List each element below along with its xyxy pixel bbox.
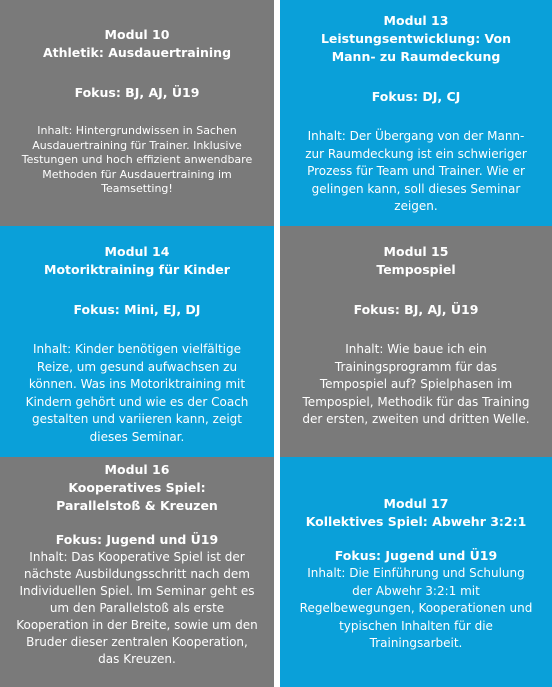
module-focus: Fokus: BJ, AJ, Ü19	[353, 302, 479, 317]
module-content: Inhalt: Kinder benötigen vielfältige Reize, um gesund aufwachsen zu können. Was ins Motoriktraining mit Kindern gehört und wie es der Coach gestalten und variieren kann, zeigt dieses Seminar.	[25, 342, 249, 444]
module-focus: Fokus: DJ, CJ	[371, 89, 461, 104]
module-card-13	[280, 0, 552, 226]
module-title: Kollektives Spiel: Abwehr 3:2:1	[305, 514, 527, 529]
module-title: Kooperatives Spiel: Parallelstoß & Kreuzen	[56, 480, 218, 513]
module-content: Inhalt: Das Kooperative Spiel ist der nächste Ausbildungsschritt nach dem Individuellen Spiel. Im Seminar geht es um den Parallelstoß als erste Kooperation in der Breite, sowie um den Bruder dieser zentralen Kooperation, das Kreuzen.	[16, 550, 258, 666]
module-title: Tempospiel	[376, 262, 456, 277]
module-content: Inhalt: Die Einführung und Schulung der Abwehr 3:2:1 mit Regelbewegungen, Kooperationen und typischen Inhalten für die Trainingsarbeit.	[299, 566, 533, 650]
module-title: Athletik: Ausdauertraining	[42, 45, 232, 60]
module-number: Modul 16	[104, 462, 170, 477]
module-card-16	[0, 457, 274, 687]
module-content: Inhalt: Hintergrundwissen in Sachen Ausdauertraining für Trainer. Inklusive Testungen und hoch effizient anwendbare Methoden für Ausdauertraining im Teamsetting!	[21, 124, 253, 195]
module-title: Leistungsentwicklung: Von Mann- zu Raumdeckung	[320, 31, 512, 64]
module-number: Modul 14	[104, 244, 170, 259]
module-focus: Fokus: Jugend und Ü19	[334, 548, 498, 563]
module-title: Motoriktraining für Kinder	[44, 262, 230, 277]
module-focus: Fokus: Jugend und Ü19	[55, 532, 219, 547]
module-number: Modul 15	[383, 244, 449, 259]
module-number: Modul 13	[383, 13, 449, 28]
module-content: Inhalt: Der Übergang von der Mann- zur Raumdeckung ist ein schwieriger Prozess für Team und Trainer. Wie er gelingen kann, soll dieses Seminar zeigen.	[305, 129, 527, 213]
module-card-10	[0, 0, 274, 226]
module-content: Inhalt: Wie baue ich ein Trainingsprogramm für das Tempospiel auf? Spielphasen im Tempospiel, Methodik für das Training der ersten, zweiten und dritten Welle.	[302, 342, 530, 426]
module-focus: Fokus: Mini, EJ, DJ	[73, 302, 201, 317]
module-number: Modul 10	[104, 27, 170, 42]
module-card-14	[0, 226, 274, 457]
module-focus: Fokus: BJ, AJ, Ü19	[74, 85, 200, 100]
module-card-17	[280, 457, 552, 687]
module-card-15	[280, 226, 552, 457]
module-number: Modul 17	[383, 496, 449, 511]
